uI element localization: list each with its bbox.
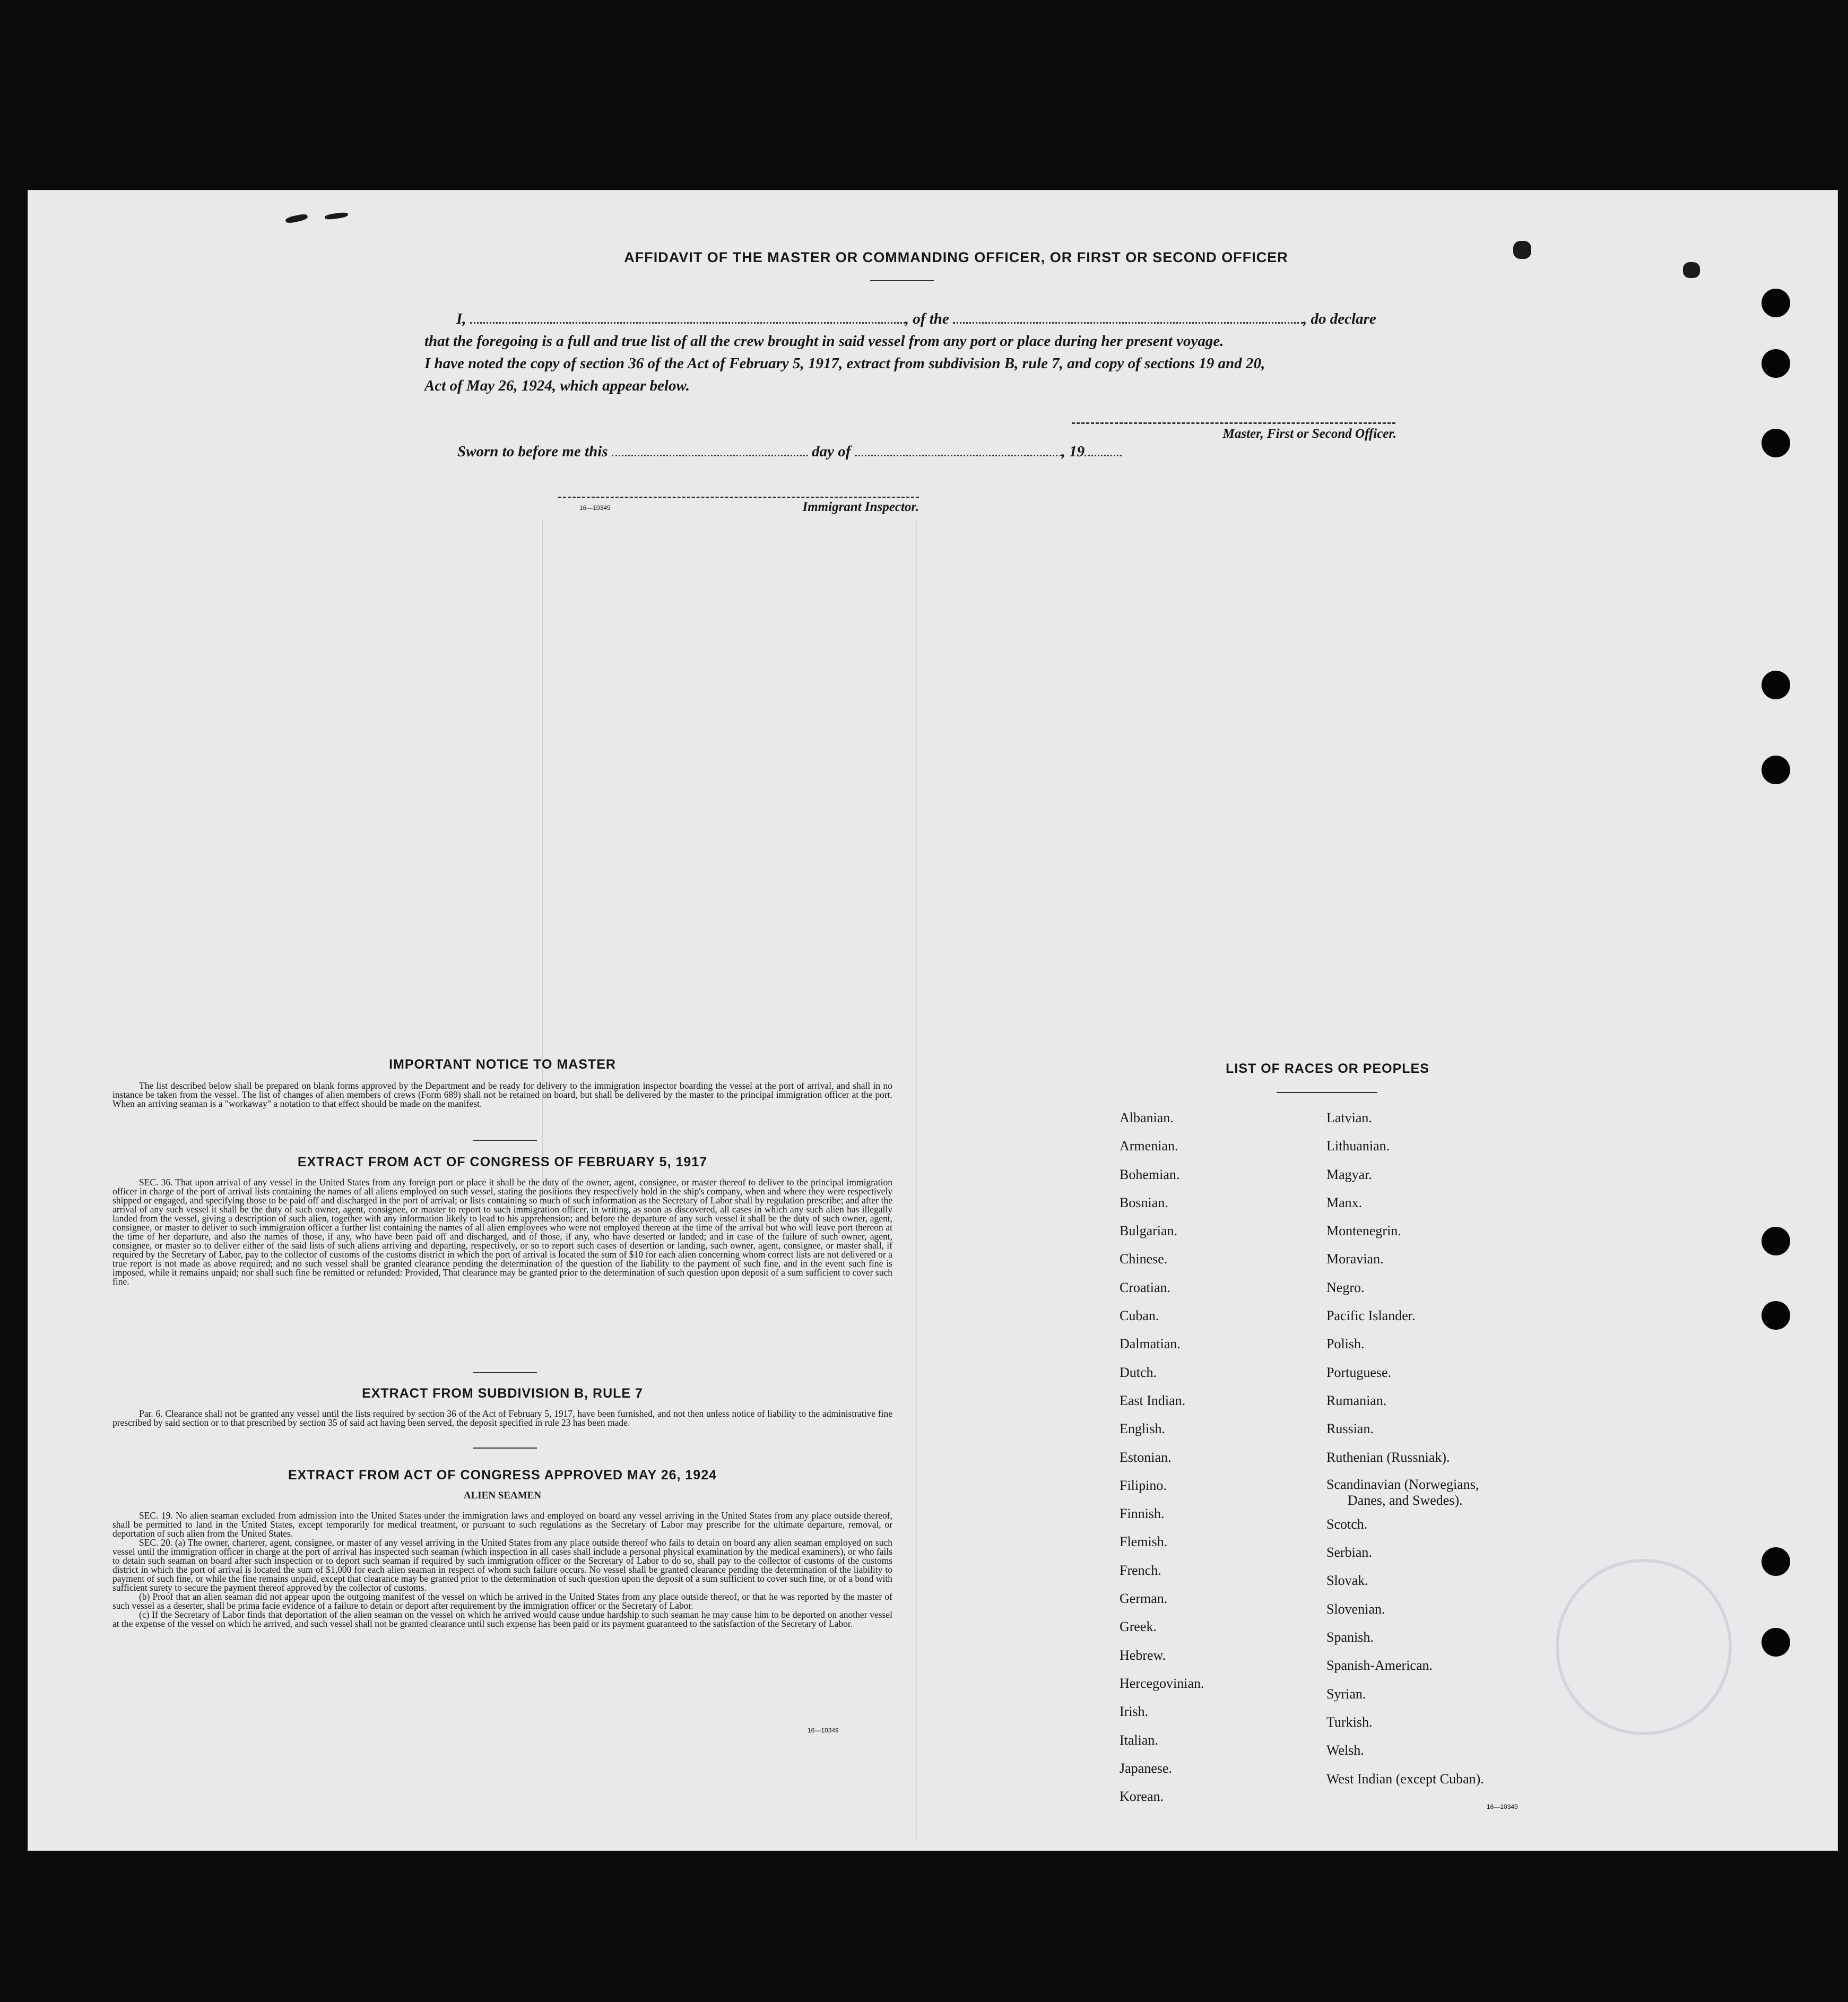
master-signature-line[interactable]: [1072, 422, 1395, 424]
race-item: Slovenian.: [1326, 1601, 1385, 1617]
extract-rule7-heading: EXTRACT FROM SUBDIVISION B, RULE 7: [362, 1386, 643, 1401]
master-signature-label: Master, First or Second Officer.: [1222, 427, 1396, 441]
section-rule: [473, 1448, 537, 1449]
race-item: Moravian.: [1326, 1251, 1384, 1267]
race-item: Syrian.: [1326, 1686, 1366, 1702]
race-item: Japanese.: [1120, 1760, 1172, 1776]
race-item: Turkish.: [1326, 1714, 1373, 1730]
race-item: Polish.: [1326, 1336, 1365, 1352]
alien-seamen-subheading: ALIEN SEAMEN: [463, 1490, 542, 1501]
title-rule: [870, 280, 934, 281]
sworn-year-prefix: , 19: [1061, 443, 1085, 460]
race-item: Russian.: [1326, 1421, 1374, 1437]
embossed-seal: [1556, 1559, 1732, 1735]
declaration-line-1: [456, 308, 1464, 330]
declarant-name-field[interactable]: [470, 319, 905, 324]
race-item: Filipino.: [1120, 1477, 1167, 1493]
race-item: Greek.: [1120, 1619, 1157, 1635]
races-rule: [1277, 1092, 1377, 1093]
sec-36-paragraph: SEC. 36. That upon arrival of any vessel in the United States from any foreign port or place it shall be the duty of the owner, agent, consignee, or master thereof to deliver to the principal immigration officer in charge of the port of arrival lists containing the names of all aliens employed on such vessel, stating the positions they respectively hold in the ship's company, when and where they were respectively shipped or engaged, and specifying those to be paid off and discharged in the port of arrival; or lists containing so much of such information as the Secretary of Labor shall by regulation prescribe; and after the arrival of any such vessel it shall be the duty of such owner, agent, consignee, or master to report to such immigration officer, in writing, as soon as discovered, all cases in which any such alien has illegally landed from the vessel, giving a description of such alien, together with any information likely to lead to his apprehension; and before the departure of any such vessel it shall be the duty of such owner, agent, consignee, or master to deliver to such immigration officer a further list containing the names of all alien employees who were not employed thereon at the time of the arrival but who will leave port thereon at the time of her departure, and also the names of those, if any, who have been paid off and discharged, and of those, if any, who have deserted or landed; and in case of the failure of such owner, agent, consignee, or master so to deliver either of the said lists of such aliens arriving and departing, respectively, or so to report such cases of desertion or landing, such owner, agent, consignee, or master shall, if required by the Secretary of Labor, pay to the collector of customs of the customs district in which the port of arrival is located the sum of $10 for each alien concerning whom correct lists are not delivered or a true report is not made as above required; and no such vessel shall be granted clearance pending the determination of the question of the liability to the payment of such fine, and in the event such fine is imposed, while it remains unpaid; nor shall such fine be remitted or refunded: Provided, That clearance may be granted prior to the determination of such question upon deposit of a sum sufficient to cover such fine.: [112, 1177, 892, 1287]
race-item: Italian.: [1120, 1732, 1158, 1748]
ink-mark: [325, 212, 349, 220]
sworn-mid: day of: [812, 443, 851, 460]
race-item: Albanian.: [1120, 1110, 1174, 1125]
sec-20b-paragraph: (b) Proof that an alien seaman did not appear upon the outgoing manifest of the vessel on which he arrived in the United States from any place outside thereof, or that he was reported by the master of such vessel as a deserter, shall be prima facie evidence of a failure to detain or deport after requirement by the immigration officer or the Secretary of Labor.: [112, 1591, 892, 1611]
race-item: Scandinavian (Norwegians,: [1326, 1476, 1479, 1492]
race-item: Hebrew.: [1120, 1647, 1166, 1663]
sworn-day-field[interactable]: [612, 452, 808, 456]
race-item: Montenegrin.: [1326, 1223, 1401, 1239]
race-item: Estonian.: [1120, 1449, 1172, 1465]
race-item: Bosnian.: [1120, 1194, 1168, 1210]
race-item: Dalmatian.: [1120, 1336, 1181, 1352]
sec-20a-paragraph: SEC. 20. (a) The owner, charterer, agent, consignee, or master of any vessel arriving in the United States from any place outside thereof who fails to detain on board any alien seaman employed on such vessel until the immigration officer in charge at the port of arrival has inspected such seaman (which inspection in all cases shall include a personal physical examination by the medical examiners), or who fails to detain such seaman on board after such inspection or to deport such seaman if required by such immigration officer or the Secretary of Labor to do so, shall pay to the collector of customs of the customs district in which the port of arrival is located the sum of $1,000 for each alien seaman in respect of whom such failure occurs. No vessel shall be granted clearance pending the determination of the liability to payment of such fine, or while the fine remains unpaid, except that clearance may be granted prior to the determination of such question upon the deposit of a sum sufficient to cover such fine, or of a bond with sufficient surety to secure the payment thereof approved by the collector of customs.: [112, 1537, 892, 1593]
punch-hole: [1762, 756, 1790, 784]
race-item: Welsh.: [1326, 1743, 1364, 1758]
extract-1917-heading: EXTRACT FROM ACT OF CONGRESS OF FEBRUARY 5, 1917: [297, 1155, 708, 1169]
race-item: East Indian.: [1120, 1392, 1186, 1408]
declarant-suffix: , do declare: [1303, 310, 1376, 327]
declarant-mid: , of the: [905, 310, 949, 327]
punch-hole: [1762, 671, 1790, 699]
inspector-signature-line[interactable]: [558, 497, 919, 498]
declaration-line-2: that the foregoing is a full and true list of all the crew brought in said vessel from any port or place during her present voyage.: [424, 333, 1224, 350]
race-item: French.: [1120, 1562, 1161, 1578]
punch-hole: [1762, 289, 1790, 317]
races-column-2: [1326, 1104, 1484, 1793]
punch-hole: [1762, 429, 1790, 457]
punch-hole: [1762, 1547, 1790, 1576]
notice-paragraph: The list described below shall be prepared on blank forms approved by the Department and be ready for delivery to the immigration inspector boarding the vessel at the port of arrival, and shall in no instance be taken from the vessel. The list of changes of alien members of crews (Form 689) shall not be retained on board, but shall be delivered by the master to the principal immigration officer at the port. When an arriving seaman is a "workaway" a notation to that effect should be made on the manifest.: [112, 1080, 892, 1109]
race-item: Chinese.: [1120, 1251, 1168, 1267]
races-column-1: [1120, 1104, 1204, 1810]
sworn-prefix: Sworn to before me this: [457, 443, 608, 460]
race-item: Bohemian.: [1120, 1166, 1180, 1182]
race-item: Portuguese.: [1326, 1364, 1392, 1380]
section-rule: [473, 1372, 537, 1373]
form-number: 16—10349: [579, 504, 611, 512]
race-item: Cuban.: [1120, 1308, 1159, 1324]
declaration-line-4: Act of May 26, 1924, which appear below.: [424, 377, 690, 394]
form-number: 16—10349: [808, 1727, 839, 1734]
margin-tick: [542, 519, 543, 1241]
race-item: Flemish.: [1120, 1534, 1168, 1550]
race-item: Irish.: [1120, 1704, 1149, 1720]
declaration-line-3: I have noted the copy of section 36 of the Act of February 5, 1917, extract from subdivision B, rule 7, and copy of sections 19 and 20,: [424, 355, 1265, 372]
punch-hole: [1762, 349, 1790, 378]
document-sheet: [28, 190, 1838, 1851]
race-item: Bulgarian.: [1120, 1223, 1178, 1239]
race-item: Serbian.: [1326, 1545, 1372, 1561]
race-item: Spanish.: [1326, 1630, 1374, 1645]
race-item: Rumanian.: [1326, 1392, 1387, 1408]
sworn-line: [457, 440, 1253, 463]
race-item: Dutch.: [1120, 1364, 1157, 1380]
race-item: Manx.: [1326, 1194, 1363, 1210]
race-item: Lithuanian.: [1326, 1138, 1390, 1154]
sec-19-paragraph: SEC. 19. No alien seaman excluded from admission into the United States under the immigration laws and employed on board any vessel arriving in the United States from any place outside thereof, shall be permitted to land in the United States, except temporarily for medical treatment, or pursuant to such regulations as the Secretary of Labor may prescribe for the ultimate departure, removal, or deportation of such alien from the United States.: [112, 1510, 892, 1539]
par-6-paragraph: Par. 6. Clearance shall not be granted any vessel until the lists required by section 36 of the Act of February 5, 1917, have been furnished, and not then unless notice of liability to the administrative fine prescribed by said section or to that prescribed by section 35 of said act having been served, the deposit specified in rule 23 has been made.: [112, 1408, 892, 1428]
sec-20c-paragraph: (c) If the Secretary of Labor finds that deportation of the alien seaman on the vessel on which he arrived would cause undue hardship to such seaman he may cause him to be deported on another vessel at the expense of the vessel on which he arrived, and such vessel shall not be granted clearance until such expense has been paid or its payment guaranteed to the satisfaction of the Secretary of Labor.: [112, 1609, 892, 1629]
race-item: Scotch.: [1326, 1516, 1368, 1532]
inspector-label: Immigrant Inspector.: [802, 500, 919, 514]
race-item: Hercegovinian.: [1120, 1675, 1204, 1691]
race-item: Spanish-American.: [1326, 1658, 1433, 1674]
fold-line: [916, 519, 917, 1840]
affidavit-title: AFFIDAVIT OF THE MASTER OR COMMANDING OFFICER, OR FIRST OR SECOND OFFICER: [624, 249, 1288, 265]
race-item: Ruthenian (Russniak).: [1326, 1449, 1450, 1465]
race-item: Negro.: [1326, 1279, 1365, 1295]
notice-text: [112, 1081, 892, 1108]
ink-mark: [285, 213, 308, 224]
race-item: Latvian.: [1326, 1110, 1372, 1125]
race-item: Magyar.: [1326, 1166, 1372, 1182]
race-item: Danes, and Swedes).: [1348, 1492, 1463, 1508]
form-number: 16—10349: [1487, 1803, 1518, 1810]
section-rule: [473, 1140, 537, 1141]
race-item: Finnish.: [1120, 1506, 1165, 1522]
sworn-month-field[interactable]: [855, 452, 1062, 456]
punch-hole: [1762, 1227, 1790, 1255]
vessel-name-field[interactable]: [953, 319, 1303, 324]
sworn-year-field[interactable]: [1084, 452, 1122, 456]
ink-mark: [1683, 262, 1700, 278]
extract-1924-heading: EXTRACT FROM ACT OF CONGRESS APPROVED MAY 26, 1924: [288, 1468, 717, 1483]
extract-1917-text: [112, 1178, 892, 1286]
extract-rule7-text: [112, 1409, 892, 1427]
declarant-prefix: I,: [456, 310, 466, 327]
race-item: English.: [1120, 1421, 1165, 1437]
race-item: West Indian (except Cuban).: [1326, 1771, 1484, 1787]
race-item: Korean.: [1120, 1789, 1164, 1805]
punch-hole: [1762, 1628, 1790, 1657]
punch-hole: [1762, 1301, 1790, 1330]
race-item: Pacific Islander.: [1326, 1308, 1416, 1324]
races-heading: LIST OF RACES OR PEOPLES: [1226, 1061, 1429, 1076]
extract-1924-text: [112, 1511, 892, 1628]
race-item: German.: [1120, 1591, 1168, 1607]
race-item: Armenian.: [1120, 1138, 1178, 1154]
notice-heading: IMPORTANT NOTICE TO MASTER: [389, 1057, 616, 1072]
race-item: Croatian.: [1120, 1279, 1171, 1295]
race-item: Slovak.: [1326, 1573, 1368, 1589]
